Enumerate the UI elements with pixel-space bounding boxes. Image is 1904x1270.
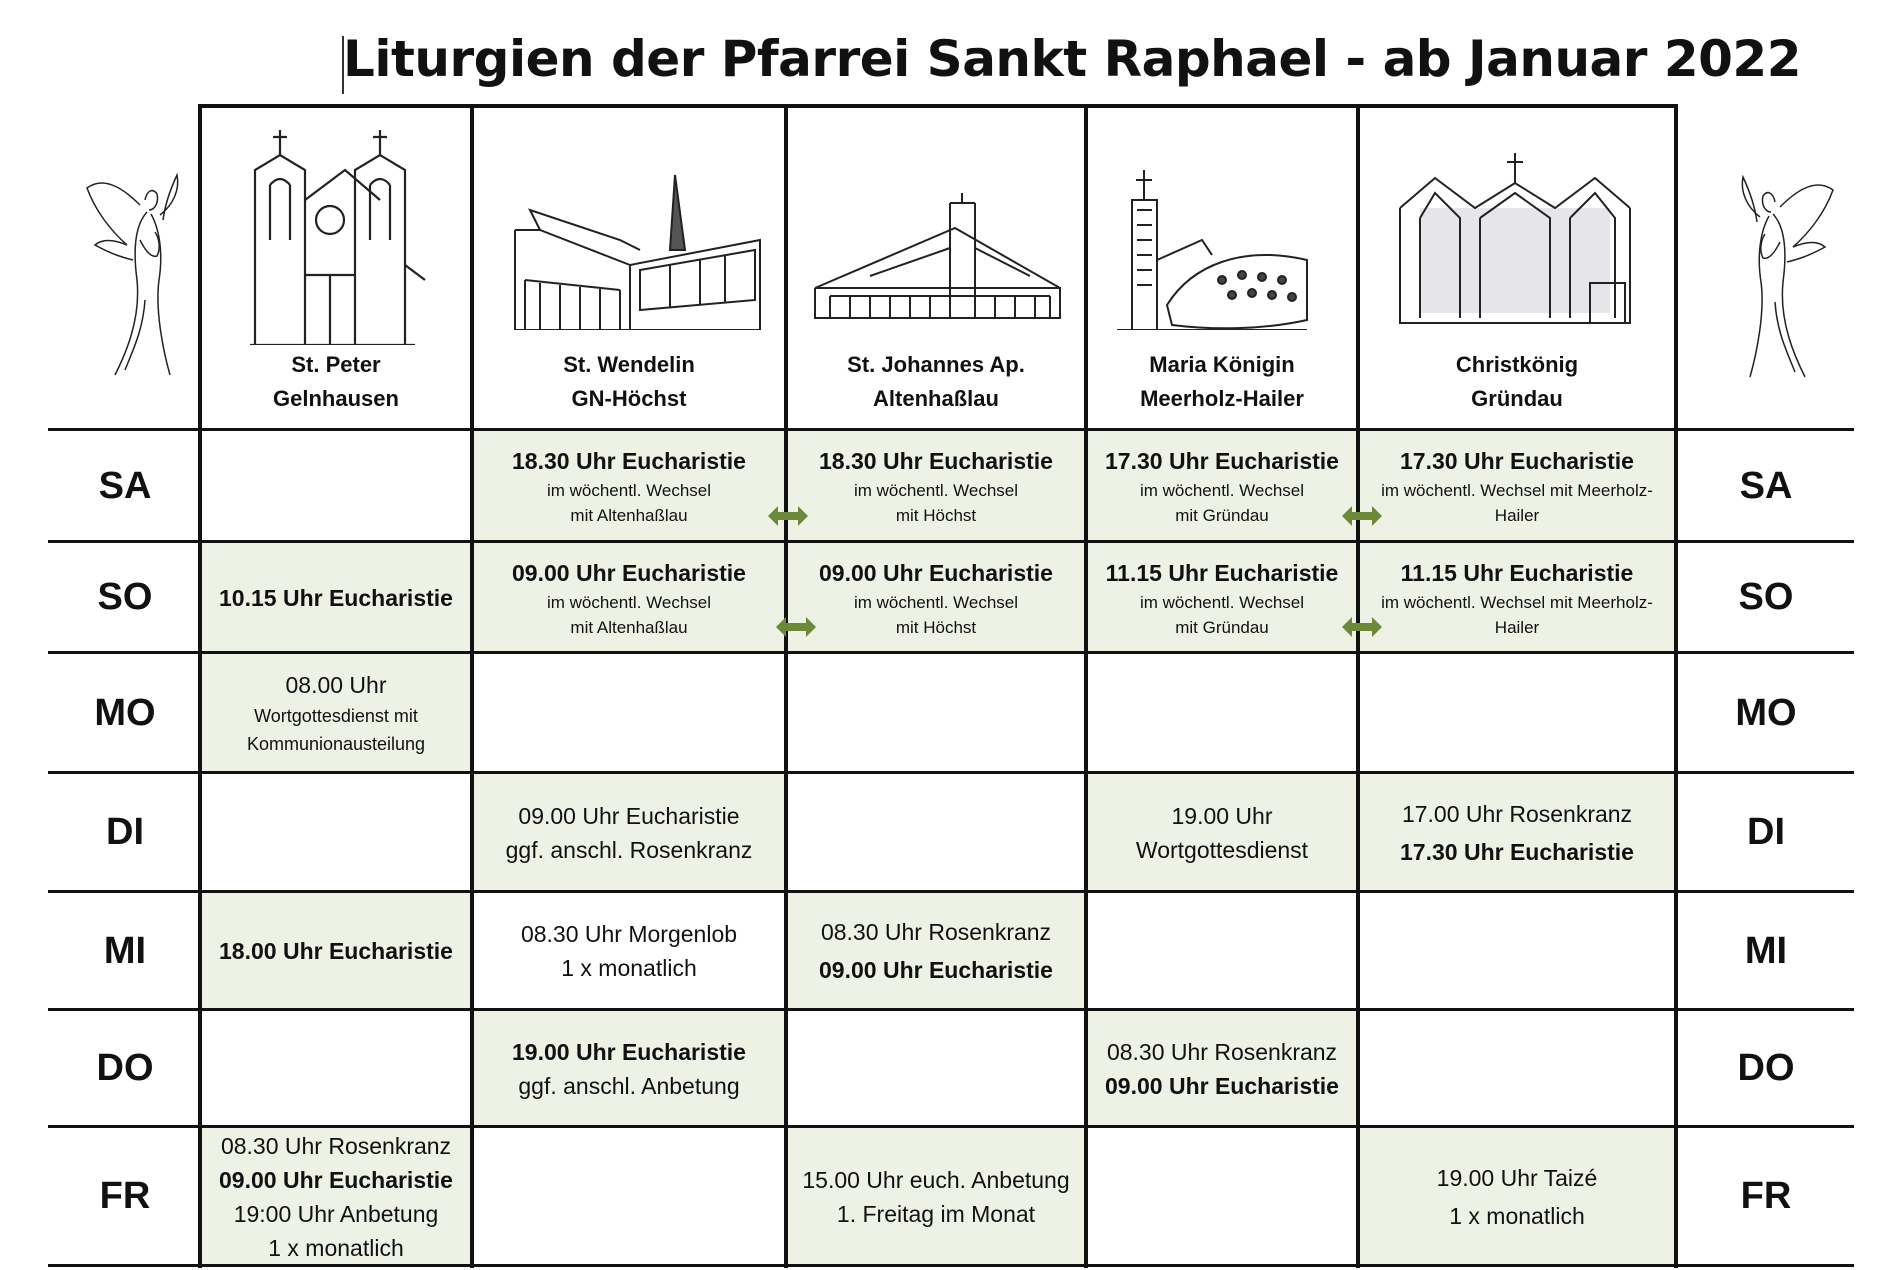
day-label-do-right: DO xyxy=(1737,1047,1795,1089)
table-bottom-border xyxy=(48,1264,1854,1267)
cell-di-st-wendelin: 09.00 Uhr Eucharistie ggf. anschl. Rosenkranz xyxy=(472,773,786,892)
day-label-mo-left: MO xyxy=(94,691,156,734)
angel-right-icon xyxy=(1735,172,1835,382)
location-st-peter: St. Peter Gelnhausen xyxy=(273,352,399,411)
cell-do-st-wendelin: 19.00 Uhr Eucharistie ggf. anschl. Anbetung xyxy=(472,1010,786,1127)
day-label-so-left: SO xyxy=(97,576,153,618)
day-label-so-right: SO xyxy=(1738,576,1794,618)
row-divider xyxy=(48,890,1854,893)
column-divider xyxy=(470,104,474,1268)
church-christkoenig-icon xyxy=(1395,148,1640,333)
day-label-fr-right: FR xyxy=(1740,1175,1792,1217)
day-label-fr-left: FR xyxy=(99,1175,151,1217)
cell-sa-maria-koenigin: 17.30 Uhr Eucharistie im wöchentl. Wechsel mit Gründau xyxy=(1086,430,1358,542)
cell-sa-st-wendelin: 18.30 Uhr Eucharistie im wöchentl. Wechsel mit Altenhaßlau xyxy=(472,430,786,542)
column-divider xyxy=(198,104,202,1268)
day-label-sa-left: SA xyxy=(98,464,152,507)
cell-fr-st-peter: 08.30 Uhr Rosenkranz 09.00 Uhr Eucharistie 19:00 Uhr Anbetung 1 x monatlich xyxy=(200,1127,472,1266)
column-divider xyxy=(1674,104,1678,1268)
day-label-sa-right: SA xyxy=(1739,464,1793,507)
location-christkoenig: Christkönig Gründau xyxy=(1455,352,1579,411)
row-divider xyxy=(48,428,1854,431)
row-divider xyxy=(48,651,1854,654)
cell-sa-christkoenig: 17.30 Uhr Eucharistie im wöchentl. Wechsel mit Meerholz- Hailer xyxy=(1358,430,1676,542)
alternation-arrow-icon xyxy=(774,615,818,639)
cell-so-st-johannes: 09.00 Uhr Eucharistie im wöchentl. Wechsel mit Höchst xyxy=(786,542,1086,653)
day-label-mi-right: MI xyxy=(1744,929,1788,972)
cell-mi-st-peter: 18.00 Uhr Eucharistie xyxy=(200,892,472,1010)
page-title: Liturgien der Pfarrei Sankt Raphael - ab Januar 2022 xyxy=(343,30,1802,88)
cell-so-st-wendelin: 09.00 Uhr Eucharistie im wöchentl. Wechsel mit Altenhaßlau xyxy=(472,542,786,653)
column-divider xyxy=(1084,104,1088,1268)
cell-mo-st-peter: 08.00 Uhr Wortgottesdienst mit Kommunionausteilung xyxy=(200,653,472,773)
alternation-arrow-icon xyxy=(1340,504,1384,528)
column-divider xyxy=(1356,104,1360,1268)
location-st-johannes: St. Johannes Ap. Altenhaßlau xyxy=(847,352,1025,411)
church-maria-koenigin-icon xyxy=(1112,165,1312,330)
cell-sa-st-johannes: 18.30 Uhr Eucharistie im wöchentl. Wechsel mit Höchst xyxy=(786,430,1086,542)
angel-left-icon xyxy=(85,170,185,380)
cell-mi-st-wendelin: 08.30 Uhr Morgenlob 1 x monatlich xyxy=(520,921,738,981)
row-divider xyxy=(48,540,1854,543)
church-st-johannes-icon xyxy=(810,188,1065,328)
cell-so-st-peter: 10.15 Uhr Eucharistie xyxy=(200,542,472,653)
church-st-peter-icon xyxy=(245,125,430,345)
location-st-wendelin: St. Wendelin GN-Höchst xyxy=(563,352,695,411)
alternation-arrow-icon xyxy=(1340,615,1384,639)
cell-so-maria-koenigin: 11.15 Uhr Eucharistie im wöchentl. Wechsel mit Gründau xyxy=(1086,542,1358,653)
day-label-mo-right: MO xyxy=(1735,691,1797,734)
row-divider xyxy=(48,1008,1854,1011)
cell-fr-christkoenig: 19.00 Uhr Taizé 1 x monatlich xyxy=(1358,1127,1676,1266)
cell-di-christkoenig: 17.00 Uhr Rosenkranz 17.30 Uhr Eucharistie xyxy=(1358,773,1676,892)
location-maria-koenigin: Maria Königin Meerholz-Hailer xyxy=(1140,352,1304,411)
day-label-do-left: DO xyxy=(96,1047,154,1089)
column-divider xyxy=(784,104,788,1268)
cell-so-christkoenig: 11.15 Uhr Eucharistie im wöchentl. Wechsel mit Meerholz- Hailer xyxy=(1358,542,1676,653)
church-st-wendelin-icon xyxy=(510,170,770,330)
day-label-mi-left: MI xyxy=(103,929,147,972)
row-divider xyxy=(48,771,1854,774)
day-label-di-left: DI xyxy=(106,811,144,853)
alternation-arrow-icon xyxy=(766,504,810,528)
cell-fr-st-johannes: 15.00 Uhr euch. Anbetung 1. Freitag im Monat xyxy=(786,1127,1086,1266)
table-top-border xyxy=(198,104,1678,108)
cell-do-maria-koenigin: 08.30 Uhr Rosenkranz 09.00 Uhr Eucharistie xyxy=(1086,1010,1358,1127)
row-divider xyxy=(48,1125,1854,1128)
cell-di-maria-koenigin: 19.00 Uhr Wortgottesdienst xyxy=(1086,773,1358,892)
day-label-di-right: DI xyxy=(1747,811,1785,853)
cell-mi-st-johannes: 08.30 Uhr Rosenkranz 09.00 Uhr Eucharistie xyxy=(786,892,1086,1010)
